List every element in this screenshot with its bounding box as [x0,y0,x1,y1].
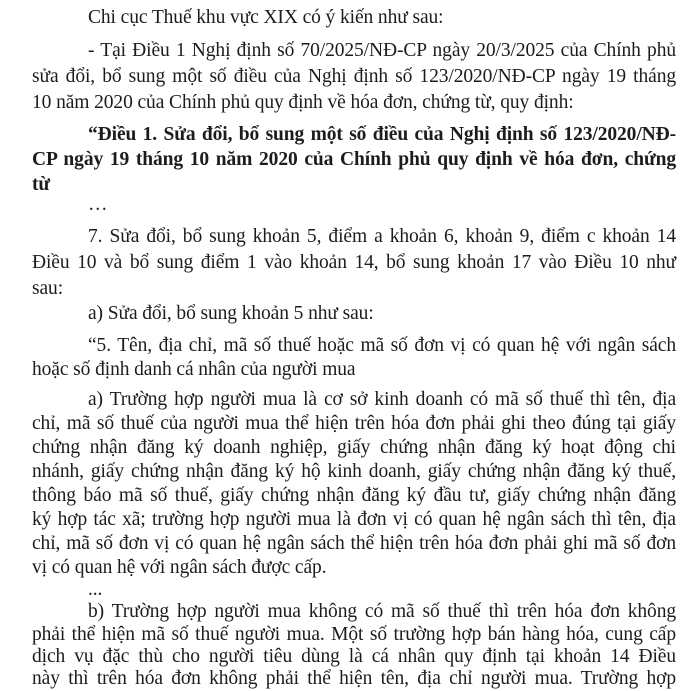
clause-5-line-1: “5. Tên, địa chỉ, mã số thuế hoặc mã số đơn vị có quan hệ với ngân sách [88,335,676,356]
ellipsis-1: … [88,194,108,215]
paragraph-a-amend: a) Sửa đổi, bổ sung khoản 5 như sau: [88,303,374,324]
point-a-line-6: ký hợp tác xã; trường hợp người mua là đơn vị có quan hệ ngân sách thì tên, địa [32,509,676,530]
point-a-line-1: a) Trường hợp người mua là cơ sở kinh doanh có mã số thuế thì tên, địa [88,389,676,410]
ellipsis-2: ... [88,579,103,600]
point-b-line-3: dịch vụ đặc thù cho người tiêu dùng là cá nhân quy định tại khoản 14 Điều [32,646,676,667]
quote-heading-line-1: “Điều 1. Sửa đổi, bổ sung một số điều của Nghị định số 123/2020/NĐ- [88,124,676,145]
point-a-line-7: chỉ, mã số đơn vị có quan hệ ngân sách thể hiện trên hóa đơn phải ghi mã số đơn [32,533,676,554]
point-a-line-2: chỉ, mã số thuế của người mua thể hiện trên hóa đơn phải ghi theo đúng tại giấy [32,413,676,434]
intro-line: Chi cục Thuế khu vực XIX có ý kiến như sau: [88,7,444,28]
paragraph-7-line-2: Điều 10 và bổ sung điểm 1 vào khoản 14, bổ sung khoản 17 vào Điều 10 như [32,252,676,273]
point-a-line-5: thông báo mã số thuế, giấy chứng nhận đăng ký đầu tư, giấy chứng nhận đăng [32,485,676,506]
point-a-line-3: chứng nhận đăng ký doanh nghiệp, giấy chứng nhận đăng ký hoạt động chi [32,437,676,458]
point-b-line-2: phải thể hiện mã số thuế người mua. Một số trường hợp bán hàng hóa, cung cấp [32,624,676,645]
point-a-line-4: nhánh, giấy chứng nhận đăng ký hộ kinh doanh, giấy chứng nhận đăng ký thuế, [32,461,676,482]
quote-heading-line-3: từ [32,174,50,195]
clause-5-line-2: hoặc số định danh cá nhân của người mua [32,359,356,380]
paragraph-7-line-3: sau: [32,278,64,299]
quote-heading-line-2: CP ngày 19 tháng 10 năm 2020 của Chính phủ quy định về hóa đơn, chứng [32,149,676,170]
point-b-line-1: b) Trường hợp người mua không có mã số thuế thì trên hóa đơn không [88,601,676,622]
paragraph-1-line-3: 10 năm 2020 của Chính phủ quy định về hóa đơn, chứng từ, quy định: [32,92,574,113]
paragraph-1-line-2: sửa đổi, bổ sung một số điều của Nghị định số 123/2020/NĐ-CP ngày 19 tháng [32,66,676,87]
point-a-line-8: vị có quan hệ với ngân sách được cấp. [32,557,327,578]
paragraph-7-line-1: 7. Sửa đổi, bổ sung khoản 5, điểm a khoản 6, khoản 9, điểm c khoản 14 [88,226,676,247]
paragraph-1-line-1: - Tại Điều 1 Nghị định số 70/2025/NĐ-CP ngày 20/3/2025 của Chính phủ [88,40,676,61]
point-b-line-4: này thì trên hóa đơn không phải thể hiện tên, địa chỉ người mua. Trường hợp [32,668,676,689]
